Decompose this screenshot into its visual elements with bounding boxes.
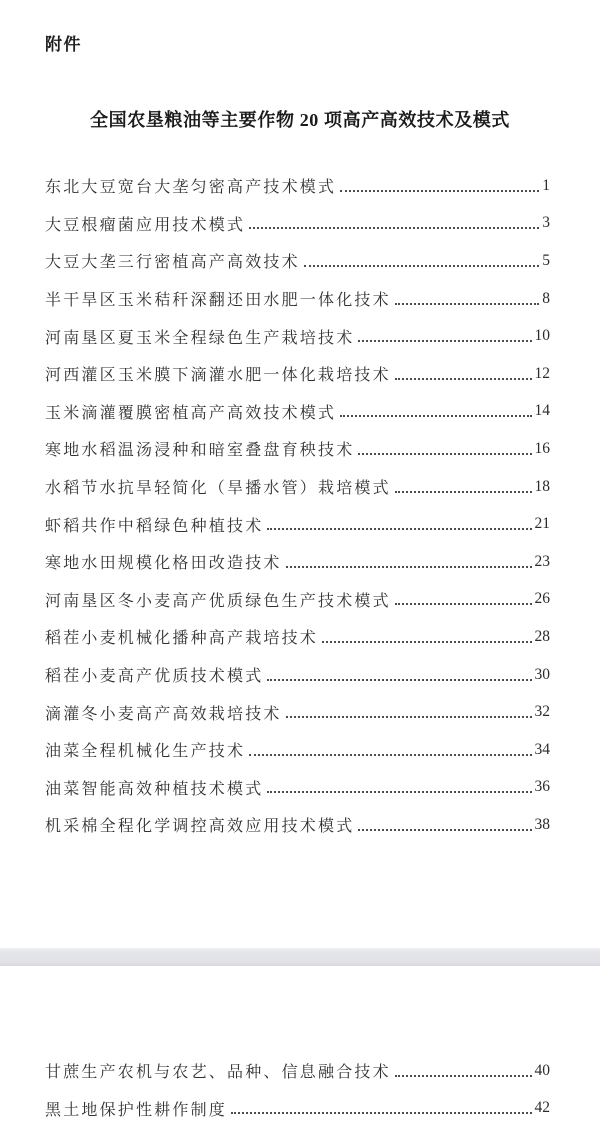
dot-leader [322,641,531,643]
toc-entry [45,468,550,506]
toc-entry-page: 5 [542,251,550,269]
toc-entry-page: 26 [534,590,550,608]
toc-entry [45,656,550,694]
toc-entry-page: 36 [534,778,550,796]
toc-entry-title: 大豆根瘤菌应用技术模式 [45,216,246,234]
dot-leader [340,190,539,192]
toc-entry-title: 虾稻共作中稻绿色种植技术 [45,517,264,535]
toc-entry [45,543,550,581]
toc-entry-title: 河南垦区冬小麦高产优质绿色生产技术模式 [45,592,391,610]
toc-entry-title: 半干旱区玉米秸秆深翻还田水肥一体化技术 [45,292,391,310]
toc-entry [45,167,550,205]
dot-leader [395,1075,532,1077]
toc-entry-page: 40 [534,1061,550,1079]
dot-leader [286,566,532,568]
toc-entry-page: 30 [534,665,550,683]
toc-entry-page: 38 [534,815,550,833]
toc-list [45,167,550,844]
toc-entry-title: 水稻节水抗旱轻简化（旱播水管）栽培模式 [45,480,391,498]
toc-entry [45,430,550,468]
dot-leader [358,340,531,342]
toc-entry [45,205,550,243]
toc-entry-page: 16 [534,439,550,457]
toc-entry [45,1052,550,1090]
toc-entry-title: 滴灌冬小麦高产高效栽培技术 [45,705,282,723]
toc-entry-title: 河西灌区玉米膜下滴灌水肥一体化栽培技术 [45,367,391,385]
toc-entry [45,769,550,807]
toc-entry [45,731,550,769]
toc-entry-title: 甘蔗生产农机与农艺、品种、信息融合技术 [45,1064,391,1082]
toc-entry-page: 18 [534,477,550,495]
toc-entry [45,280,550,318]
toc-entry [45,317,550,355]
toc-entry-page: 42 [534,1099,550,1117]
toc-entry [45,806,550,844]
toc-entry-page: 8 [542,289,550,307]
dot-leader [395,603,532,605]
dot-leader [249,227,539,229]
toc-entry [45,393,550,431]
dot-leader [267,528,531,530]
toc-entry-page: 34 [534,740,550,758]
toc-list-continued [45,1052,550,1127]
toc-entry-title: 寒地水稻温汤浸种和暗室叠盘育秧技术 [45,442,355,460]
toc-entry [45,618,550,656]
toc-entry-page: 10 [534,327,550,345]
toc-entry-page: 21 [534,515,550,533]
toc-entry [45,693,550,731]
dot-leader [231,1112,531,1114]
dot-leader [358,453,531,455]
toc-entry [45,242,550,280]
toc-entry-page: 12 [534,364,550,382]
dot-leader [304,265,539,267]
page-break-separator [0,948,600,966]
toc-entry-title: 稻茬小麦高产优质技术模式 [45,668,264,686]
toc-entry-title: 东北大豆宽台大垄匀密高产技术模式 [45,179,337,197]
toc-entry [45,355,550,393]
dot-leader [358,829,531,831]
dot-leader [340,415,531,417]
dot-leader [395,491,532,493]
toc-entry-title: 油菜全程机械化生产技术 [45,743,246,761]
toc-entry-title: 机采棉全程化学调控高效应用技术模式 [45,818,355,836]
toc-entry-title: 玉米滴灌覆膜密植高产高效技术模式 [45,404,337,422]
toc-entry [45,1090,550,1128]
dot-leader [395,378,532,380]
dot-leader [286,716,532,718]
toc-entry-page: 32 [534,703,550,721]
dot-leader [267,791,531,793]
dot-leader [249,754,531,756]
attachment-label: 附件 [45,35,82,54]
dot-leader [267,679,531,681]
toc-entry [45,581,550,619]
document-title: 全国农垦粮油等主要作物 20 项高产高效技术及模式 [90,110,510,130]
toc-entry-title: 河南垦区夏玉米全程绿色生产栽培技术 [45,329,355,347]
toc-entry-title: 稻茬小麦机械化播种高产栽培技术 [45,630,319,648]
toc-entry-page: 1 [542,176,550,194]
toc-entry [45,505,550,543]
dot-leader [395,303,539,305]
toc-entry-title: 黑土地保护性耕作制度 [45,1101,228,1119]
toc-entry-page: 14 [534,402,550,420]
toc-entry-title: 油菜智能高效种植技术模式 [45,780,264,798]
toc-entry-title: 大豆大垄三行密植高产高效技术 [45,254,300,272]
toc-entry-page: 3 [542,214,550,232]
toc-entry-page: 23 [534,552,550,570]
toc-entry-page: 28 [534,627,550,645]
toc-entry-title: 寒地水田规模化格田改造技术 [45,555,282,573]
